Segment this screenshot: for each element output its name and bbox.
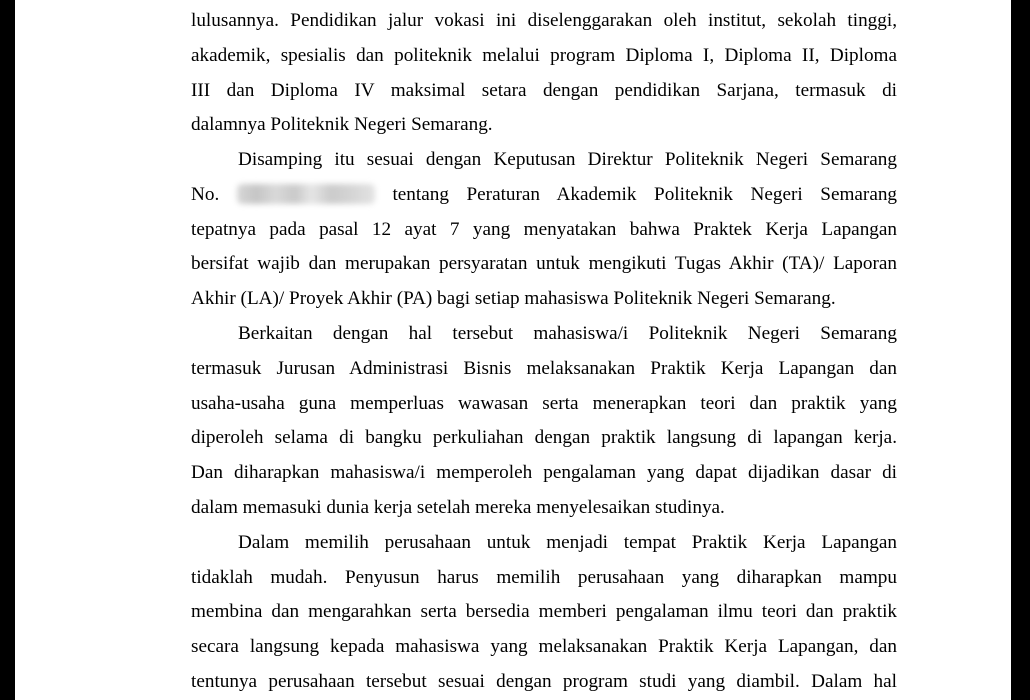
- text-line: Dan diharapkan mahasiswa/i memperoleh pengalaman yang dapat dijadikan dasar di: [191, 462, 897, 484]
- text-line: Disamping itu sesuai dengan Keputusan Direktur Politeknik Negeri Semarang: [238, 149, 897, 171]
- text-line: Akhir (LA)/ Proyek Akhir (PA) bagi setiap mahasiswa Politeknik Negeri Semarang.: [191, 288, 836, 310]
- text-line: usaha-usaha guna memperluas wawasan serta menerapkan teori dan praktik yang: [191, 392, 897, 414]
- text-line: akademik, spesialis dan politeknik melalui program Diploma I, Diploma II, Diploma: [191, 44, 897, 66]
- paragraph: [191, 317, 897, 526]
- text-line: bersifat wajib dan merupakan persyaratan untuk mengikuti Tugas Akhir (TA)/ Laporan: [191, 253, 897, 275]
- text-line: tentunya perusahaan tersebut sesuai dengan program studi yang diambil. Dalam hal: [191, 670, 897, 692]
- text-line: Berkaitan dengan hal tersebut mahasiswa/i Politeknik Negeri Semarang: [238, 323, 897, 345]
- left-black-edge: [0, 0, 15, 700]
- paragraph: [191, 526, 897, 700]
- text-line: diperoleh selama di bangku perkuliahan dengan praktik langsung di lapangan kerja.: [191, 427, 897, 449]
- text-line: dalam memasuki dunia kerja setelah mereka menyelesaikan studinya.: [191, 496, 725, 518]
- redacted-decree-number: [237, 184, 375, 204]
- text-line: tidaklah mudah. Penyusun harus memilih perusahaan yang diharapkan mampu: [191, 566, 897, 588]
- text-line: Dalam memilih perusahaan untuk menjadi tempat Praktik Kerja Lapangan: [238, 531, 897, 553]
- text-line: dalamnya Politeknik Negeri Semarang.: [191, 114, 493, 136]
- body-text: [191, 4, 897, 700]
- text-line: lulusannya. Pendidikan jalur vokasi ini diselenggarakan oleh institut, sekolah tinggi,: [191, 10, 897, 31]
- text-line: tepatnya pada pasal 12 ayat 7 yang menyatakan bahwa Praktek Kerja Lapangan: [191, 218, 897, 240]
- text-line: secara langsung kepada mahasiswa yang melaksanakan Praktik Kerja Lapangan, dan: [191, 636, 897, 658]
- redaction-after-text: tentang Peraturan Akademik Politeknik Negeri Semarang: [392, 183, 898, 205]
- text-line: membina dan mengarahkan serta bersedia memberi pengalaman ilmu teori dan praktik: [191, 601, 897, 623]
- redaction-before-text: No.: [191, 183, 220, 205]
- paragraph: [191, 4, 897, 143]
- text-line-redacted: [191, 178, 897, 213]
- text-line: termasuk Jurusan Administrasi Bisnis melaksanakan Praktik Kerja Lapangan dan: [191, 357, 897, 379]
- right-black-edge: [1011, 0, 1030, 700]
- paragraph: [191, 143, 897, 317]
- text-line: III dan Diploma IV maksimal setara dengan pendidikan Sarjana, termasuk di: [191, 79, 897, 101]
